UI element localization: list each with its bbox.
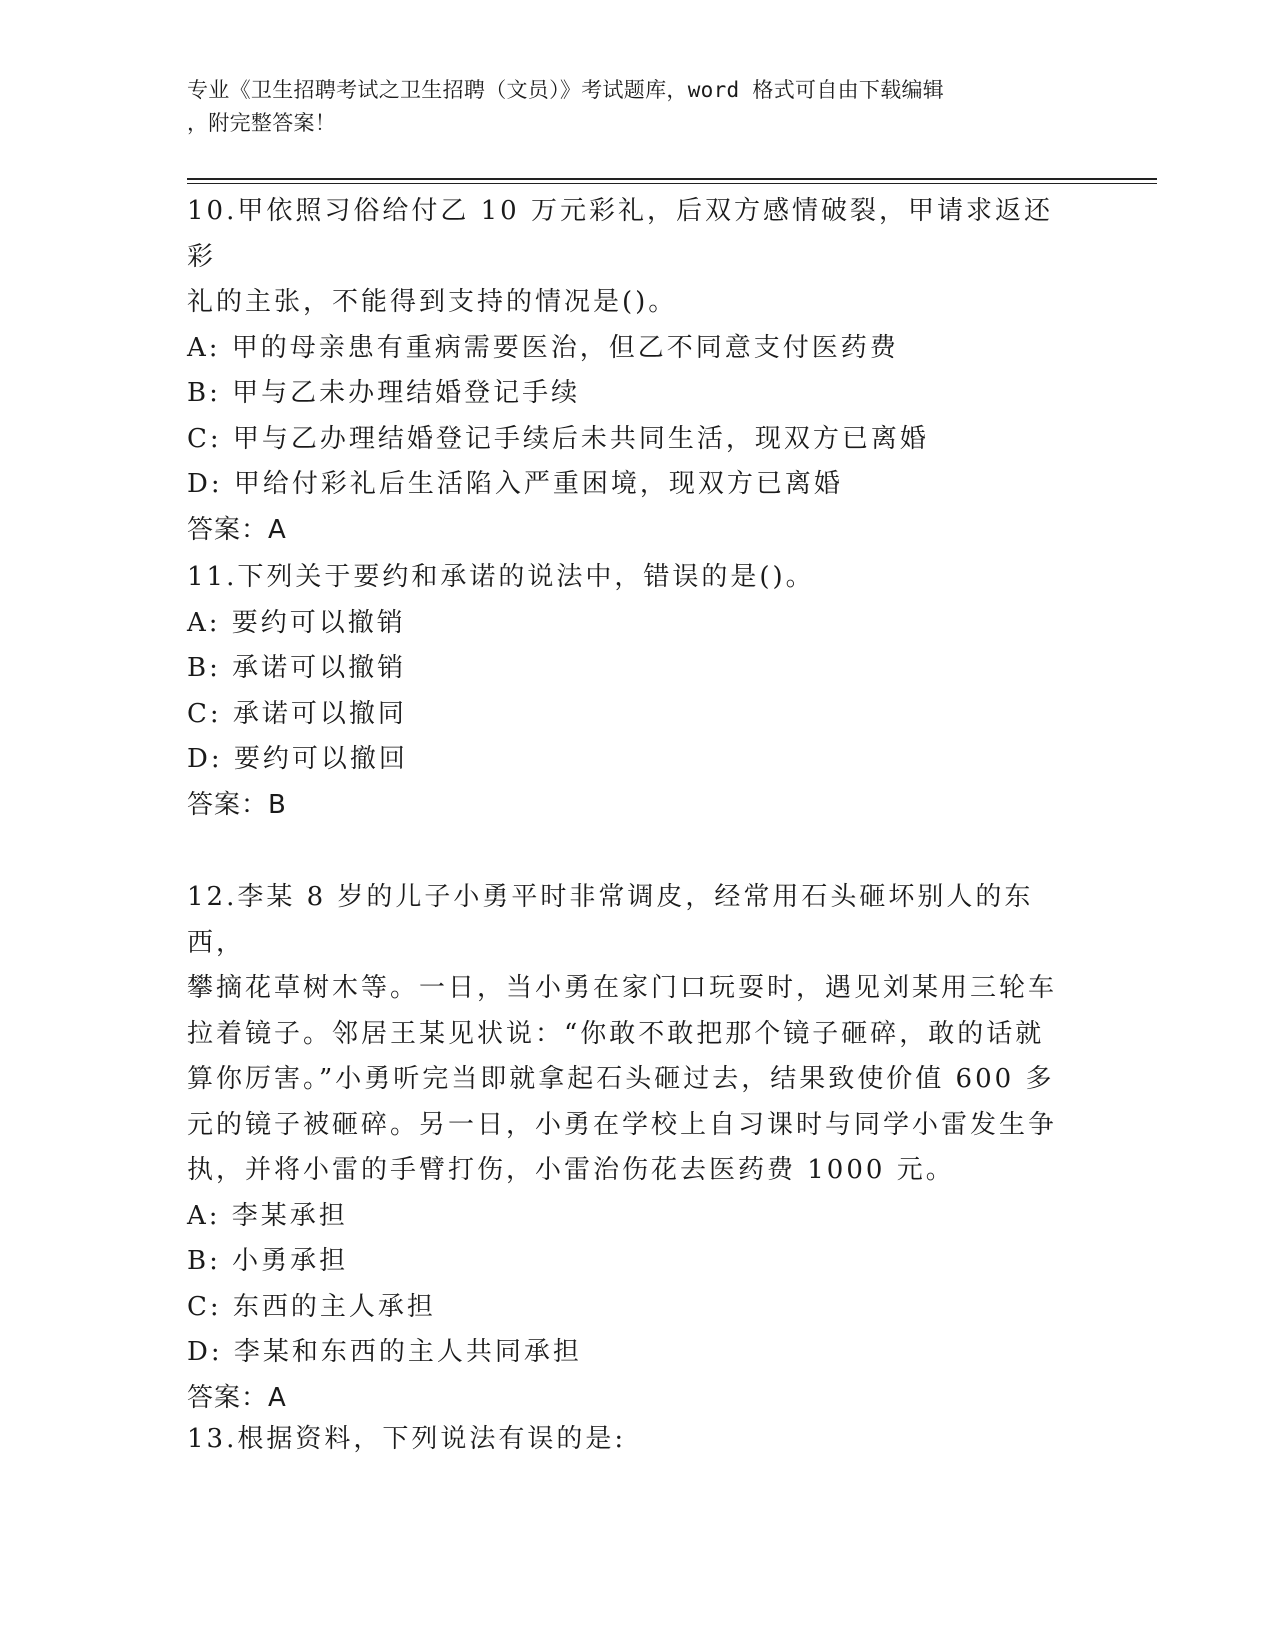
question-stem-line: 元的镜子被砸碎。另一日，小勇在学校上自习课时与同学小雷发生争 [187,1109,1058,1140]
question-stem-line: 拉着镜子。邻居王某见状说：“你敢不敢把那个镜子砸碎，敢的话就 [187,1018,1045,1049]
answer: 答案：A [187,514,287,545]
question-stem-line: 礼的主张，不能得到支持的情况是()。 [187,287,678,317]
question-stem-line: 10.甲依照习俗给付乙 10 万元彩礼，后双方感情破裂，甲请求返还彩 [187,196,1053,272]
question-stem-line: 算你厉害。”小勇听完当即就拿起石头砸过去，结果致使价值 600 多 [187,1064,1055,1094]
header-line-2: ，附完整答案！ [187,111,337,135]
option-d: D: 李某和东西的主人共同承担 [187,1337,582,1367]
answer: 答案：B [187,789,287,820]
option-d: D: 要约可以撤回 [187,744,408,774]
question-10 [187,189,1067,553]
option-b: B: 小勇承担 [187,1246,349,1276]
question-stem-line: 攀摘花草树木等。一日，当小勇在家门口玩耍时，遇见刘某用三轮车 [187,973,1058,1003]
header-divider-thin [187,183,1157,184]
option-a: A: 要约可以撤销 [187,607,406,638]
question-stem-line: 11.下列关于要约和承诺的说法中，错误的是()。 [187,562,815,592]
question-stem-line: 执，并将小雷的手臂打伤，小雷治伤花去医药费 1000 元。 [187,1155,955,1185]
question-12 [187,875,1067,1421]
question-11 [187,555,1067,828]
question-stem-line: 12.李某 8 岁的儿子小勇平时非常调皮，经常用石头砸坏别人的东西， [187,882,1034,958]
question-13 [187,1417,1067,1463]
question-stem-line: 13.根据资料，下列说法有误的是: [187,1424,627,1454]
option-b: B: 承诺可以撤销 [187,653,407,683]
option-b: B: 甲与乙未办理结婚登记手续 [187,378,581,408]
header-line-1: 专业《卫生招聘考试之卫生招聘（文员）》考试题库，word 格式可自由下载编辑 [187,78,945,102]
option-a: A: 甲的母亲患有重病需要医治，但乙不同意支付医药费 [187,332,899,363]
option-c: C: 甲与乙办理结婚登记手续后未共同生活，现双方已离婚 [187,423,929,454]
option-d: D: 甲给付彩礼后生活陷入严重困境，现双方已离婚 [187,469,843,499]
header-divider-thick [187,178,1157,180]
answer: 答案：A [187,1382,287,1413]
option-a: A: 李某承担 [187,1200,348,1231]
option-c: C: 承诺可以撤同 [187,698,407,729]
document-header [187,74,1067,140]
option-c: C: 东西的主人承担 [187,1291,436,1322]
